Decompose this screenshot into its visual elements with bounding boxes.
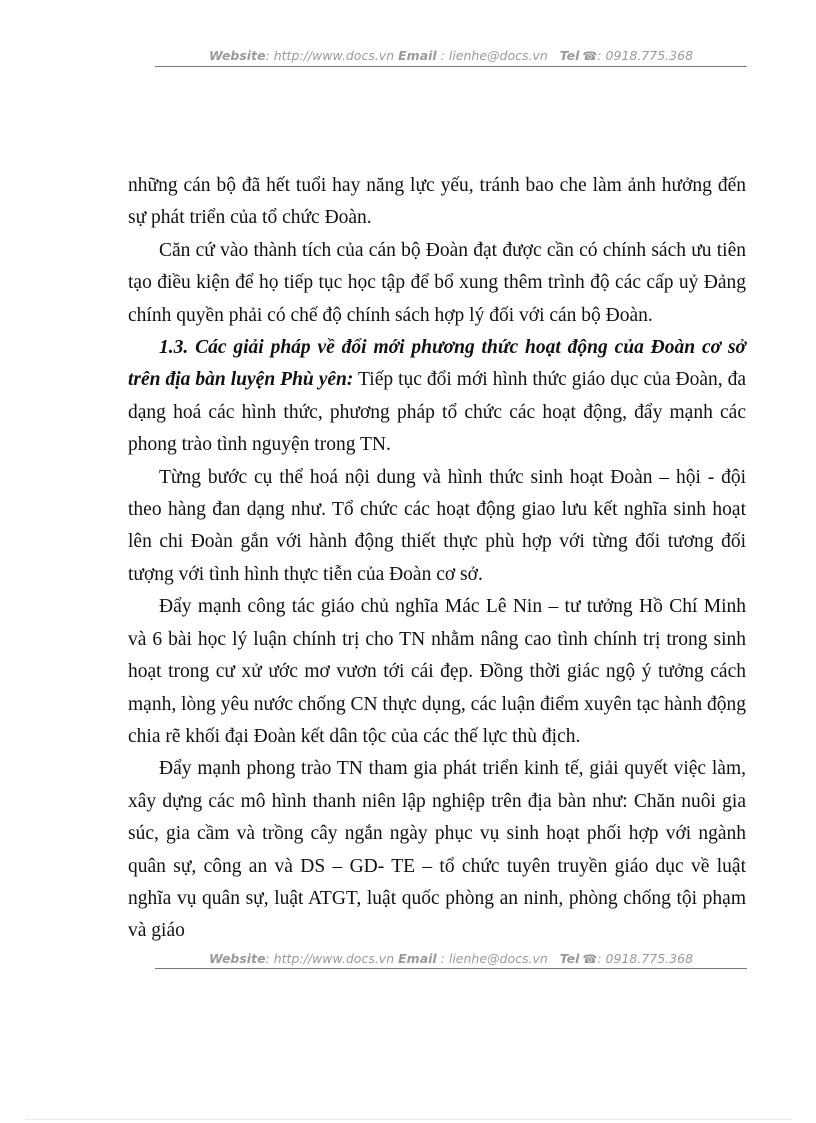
paragraph-1: những cán bộ đã hết tuổi hay năng lực yếu, tránh bao che làm ảnh hưởng đến sự phát triển của tổ chức Đoàn.: [128, 175, 746, 229]
paragraph-5: Đẩy mạnh công tác giáo chủ nghĩa Mác Lê Nin – tư tưởng Hồ Chí Minh và 6 bài học lý luận chính trị cho TN nhằm nâng cao tình chính trị trong sinh hoạt trong cư xử ước mơ vươn tới cái đẹp. Đồng thời giác ngộ ý tưởng cách mạnh, lòng yêu nước chống CN thực dụng, các luận điểm xuyên tạc hành động chia rẽ khối đại Đoàn kết dân tộc của các thế lực thù địch.: [128, 596, 746, 747]
footer-tel-number: : 0918.775.368: [597, 951, 694, 966]
paragraph-6: Đẩy mạnh phong trào TN tham gia phát triển kinh tế, giải quyết việc làm, xây dựng các mô hình thanh niên lập nghiệp trên địa bàn như: Chăn nuôi gia súc, gia cầm và trồng cây ngắn ngày phục vụ sinh hoạt phối hợp với ngành quân sự, công an và DS – GD- TE – tổ chức tuyên truyền giáo dục về luật nghĩa vụ quân sự, luật ATGT, luật quốc phòng an ninh, phòng chống tội phạm và giáo: [128, 758, 746, 942]
phone-icon: ☎: [582, 49, 598, 63]
paragraph-3: [128, 332, 746, 462]
header-email-label: Email: [398, 48, 437, 63]
phone-icon: ☎: [582, 952, 598, 966]
footer-website-label: Website: [208, 951, 266, 966]
header-divider: [155, 66, 747, 67]
footer-tel-label: Tel: [559, 951, 580, 966]
footer-website-url[interactable]: : http://www.docs.vn: [265, 951, 395, 966]
header-website-label: Website: [208, 48, 266, 63]
page-footer: [155, 951, 747, 966]
footer-email-address[interactable]: : lienhe@docs.vn: [436, 951, 548, 966]
header-website-url[interactable]: : http://www.docs.vn: [265, 48, 395, 63]
page-edge-divider: [25, 1119, 791, 1120]
section-heading-1-3: 1.3. Các giải pháp về đổi mới phương thức hoạt động của Đoàn cơ sở trên địa bàn luyện Phù yên:: [128, 337, 746, 391]
page-header: [155, 48, 747, 63]
paragraph-3-text: Tiếp tục đổi mới hình thức giáo dục của Đoàn, đa dạng hoá các hình thức, phương pháp tổ chức các hoạt động, đẩy mạnh các phong trào tình nguyện trong TN.: [128, 369, 747, 456]
document-body: [128, 170, 746, 948]
header-tel-label: Tel: [559, 48, 580, 63]
footer-email-label: Email: [398, 951, 437, 966]
footer-divider: [155, 968, 747, 969]
header-tel-number: : 0918.775.368: [597, 48, 694, 63]
header-email-address[interactable]: : lienhe@docs.vn: [436, 48, 548, 63]
paragraph-2: Căn cứ vào thành tích của cán bộ Đoàn đạt được cần có chính sách ưu tiên tạo điều kiện để họ tiếp tục học tập để bổ xung thêm trình độ các cấp uỷ Đảng chính quyền phải có chế độ chính sách hợp lý đối với cán bộ Đoàn.: [128, 239, 746, 326]
paragraph-4: Từng bước cụ thể hoá nội dung và hình thức sinh hoạt Đoàn – hội - đội theo hàng đan dạng như. Tổ chức các hoạt động giao lưu kết nghĩa sinh hoạt lên chi Đoàn gắn với hành động thiết thực phù hợp với từng đối tương đối tượng với tình hình thực tiễn của Đoàn cơ sở.: [128, 466, 746, 585]
